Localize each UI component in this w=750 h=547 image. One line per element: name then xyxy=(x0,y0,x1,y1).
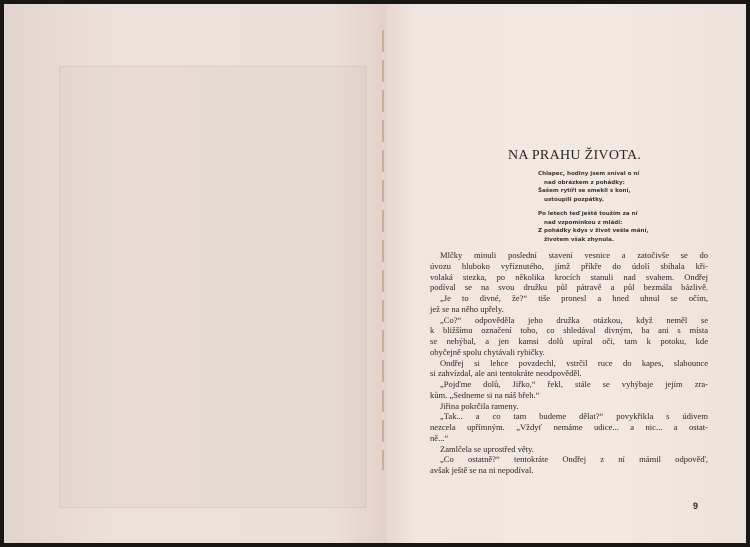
text-line: obyčejně spolu chytávali rybičky. xyxy=(430,346,545,357)
chapter-title: NA PRAHU ŽIVOTA. xyxy=(508,148,642,163)
text-line: „Pojďme dolů, Jiřko,“ řekl, stále se vyhýbaje jejím zra- xyxy=(440,379,708,389)
epigraph-line: Z pohádky kdys v život vešla mání, xyxy=(538,228,649,234)
text-line: podíval se na svou družku půl pátravě a půl bezmála bázlivě. xyxy=(430,282,708,293)
text-line: Ondřej si lehce povzdechl, vstrčil ruce do kapes, slabounce xyxy=(440,357,708,368)
text-line: si zahvízdal, ale ani tentokráte neodpověděl. xyxy=(430,368,582,379)
binding-thread xyxy=(382,30,384,470)
text-line: „Co?“ odpověděla jeho družka otázkou, když neměl se xyxy=(440,314,708,325)
text-line: Mlčky minuli poslední stavení vesnice a zatočivše se do xyxy=(440,250,708,260)
text-line: Jiřina pokrčila rameny. xyxy=(440,400,519,411)
epigraph-line: Šašem rytíři se smekli s koní, xyxy=(538,188,631,194)
epigraph-line: Po letech teď ještě toužím za ní xyxy=(538,211,638,217)
text-line: se nehýbal, a jen kamsi dolů upíral oči, tam k potoku, kde xyxy=(430,336,708,346)
body-text xyxy=(430,250,708,476)
epigraph-line: ustoupili pozpátky. xyxy=(544,196,605,203)
page-number: 9 xyxy=(693,501,699,511)
text-line: jež se na něho upřely. xyxy=(430,303,504,314)
epigraph-line: nad vzpomínkou z mládí: xyxy=(544,219,623,226)
text-line: avšak ještě se na ni nepodíval. xyxy=(430,465,534,475)
epigraph-stanza-2 xyxy=(538,210,708,244)
text-line: kům. „Sedneme si na náš břeh.“ xyxy=(430,389,540,400)
text-line: „Tak... a co tam budeme dělat?“ povykřikla s údivem xyxy=(440,411,708,422)
epigraph-line: nad obrázkem z pohádky: xyxy=(544,179,625,186)
page-content xyxy=(430,148,708,476)
show-through-image xyxy=(59,66,366,508)
left-page xyxy=(4,4,386,543)
text-line: k bližšímu označení toho, co shledával divným, ba ani s místa xyxy=(430,325,708,336)
text-line: volaká stezka, po několika krocích stanuli nad svahem. Ondřej xyxy=(430,271,708,282)
text-line: ně...“ xyxy=(430,432,449,443)
text-line: úvozu hluboko vyříznutého, jímž příkře do údolí sbíhala kři- xyxy=(430,260,708,271)
epigraph-stanza-1 xyxy=(538,170,708,204)
text-line: nezcela upřímným. „Vždyť nemáme udice... a nic... a ostat- xyxy=(430,422,708,432)
text-line: „Co ostatně?“ tentokráte Ondřej z ní mámil odpověď, xyxy=(440,454,708,465)
epigraph-line: Chlapec, hodiny jsem sníval o ní xyxy=(538,171,640,177)
epigraph-line: životem však zhynula. xyxy=(544,236,614,243)
text-line: „Je to divné, že?“ tiše pronesl a hned uhnul se očím, xyxy=(440,293,708,303)
text-line: Zamlčela se uprostřed věty. xyxy=(440,443,534,454)
